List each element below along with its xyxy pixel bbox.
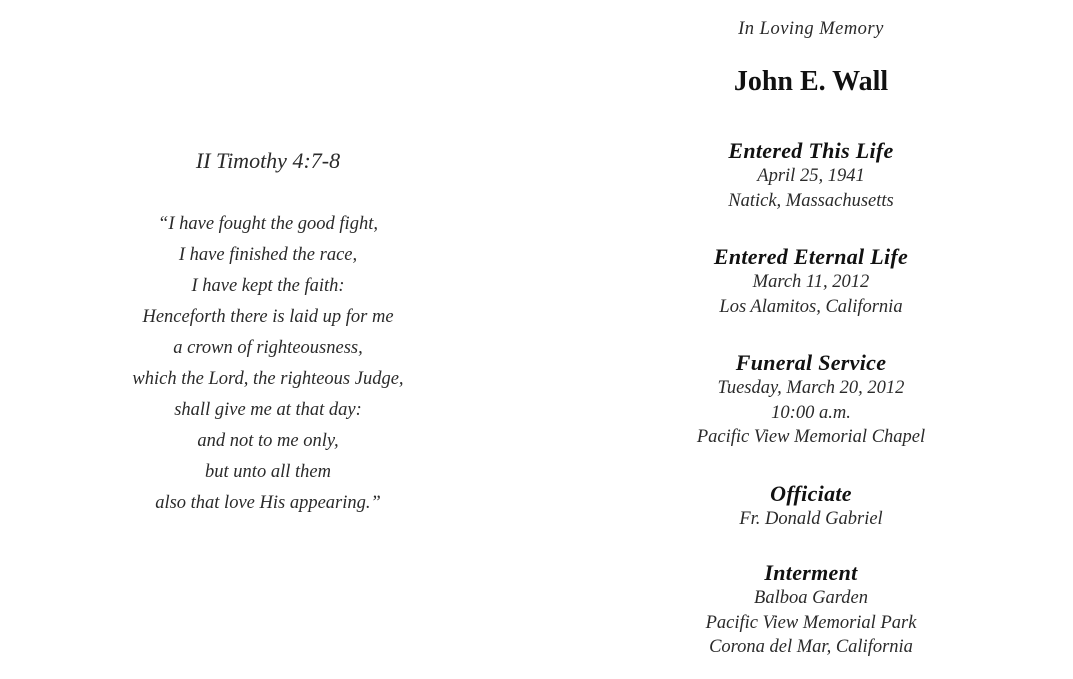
scripture-line: I have kept the faith:: [191, 276, 345, 296]
scripture-line: “I have fought the good fight,: [158, 214, 378, 234]
memorial-header: In Loving Memory: [738, 19, 884, 39]
section-heading: Interment: [764, 560, 858, 585]
section-heading: Funeral Service: [735, 350, 887, 375]
scripture-line: Henceforth there is laid up for me: [142, 307, 394, 327]
death-date: March 11, 2012: [752, 272, 870, 292]
scripture-line: a crown of righteousness,: [173, 338, 363, 358]
section-birth: [611, 138, 1011, 213]
officiant-name: Fr. Donald Gabriel: [739, 509, 883, 529]
scripture-reference: II Timothy 4:7-8: [195, 148, 341, 173]
scripture-line: shall give me at that day:: [174, 400, 362, 420]
scripture-text: [68, 209, 468, 519]
birth-place: Natick, Massachusetts: [728, 190, 894, 211]
section-heading: Officiate: [770, 481, 852, 506]
interment-park: Pacific View Memorial Park: [705, 612, 917, 633]
interment-city: Corona del Mar, California: [709, 637, 913, 657]
section-heading: Entered Eternal Life: [713, 244, 909, 269]
service-time: 10:00 a.m.: [771, 402, 851, 423]
scripture-line: but unto all them: [205, 462, 331, 482]
death-place: Los Alamitos, California: [719, 296, 903, 317]
scripture-line: I have finished the race,: [178, 245, 358, 265]
scripture-line: which the Lord, the righteous Judge,: [132, 369, 404, 389]
service-date: Tuesday, March 20, 2012: [717, 378, 905, 398]
section-funeral-service: [611, 350, 1011, 450]
interment-garden: Balboa Garden: [754, 588, 868, 608]
service-location: Pacific View Memorial Chapel: [696, 427, 926, 447]
scripture-line: and not to me only,: [197, 431, 339, 451]
section-death: [611, 244, 1011, 319]
section-officiate: [611, 481, 1011, 532]
scripture-line: also that love His appearing.”: [155, 493, 381, 513]
birth-date: April 25, 1941: [757, 166, 865, 186]
deceased-name: John E. Wall: [733, 66, 889, 97]
section-heading: Entered This Life: [728, 138, 894, 163]
section-interment: [611, 560, 1011, 660]
